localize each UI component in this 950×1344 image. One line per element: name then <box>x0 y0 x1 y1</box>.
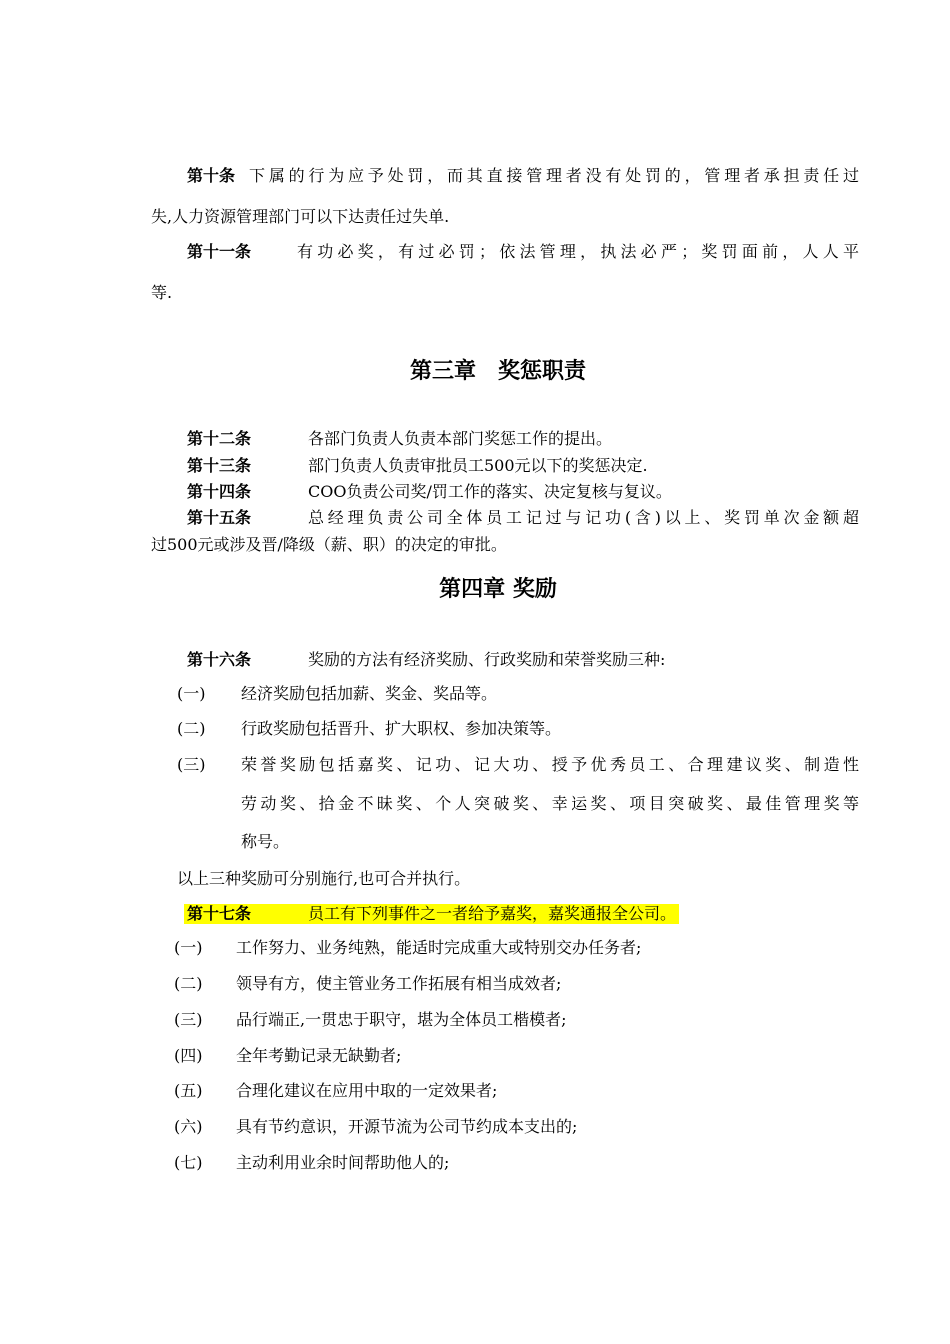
article-16-label: 第十六条 <box>187 650 252 669</box>
article-16 <box>187 650 665 670</box>
article-17-text: 员工有下列事件之一者给予嘉奖，嘉奖通报全公司。 <box>308 904 677 923</box>
article-15-line-1 <box>187 508 859 528</box>
item-text-1: 荣誉奖励包括嘉奖、记功、记大功、授予优秀员工、合理建议奖、制造性 <box>241 755 859 774</box>
article-14-text: COO负责公司奖/罚工作的落实、决定复核与复议。 <box>308 482 672 501</box>
article-11-line-1 <box>187 242 859 262</box>
article-10-line-1 <box>187 166 859 186</box>
item-text: 领导有方，使主管业务工作拓展有相当成效者; <box>236 974 562 993</box>
article-17-highlight <box>184 904 679 924</box>
article-11-text-2: 等. <box>151 283 173 302</box>
item-number: (七) <box>174 1153 203 1172</box>
article-17-item-6 <box>174 1117 577 1137</box>
chapter-3-title: 第三章 奖惩职责 <box>409 359 586 384</box>
article-12 <box>187 429 612 449</box>
article-15-label: 第十五条 <box>187 508 252 527</box>
article-12-text: 各部门负责人负责本部门奖惩工作的提出。 <box>308 429 613 448</box>
article-17-item-7 <box>174 1153 449 1173</box>
article-17-item-4 <box>174 1046 401 1066</box>
article-10-text-1: 下属的行为应予处罚，而其直接管理者没有处罚的，管理者承担责任过 <box>249 166 859 185</box>
item-number: (三) <box>177 755 206 774</box>
item-text: 经济奖励包括加薪、奖金、奖品等。 <box>241 684 498 703</box>
item-number: (二) <box>174 974 203 993</box>
item-text-2: 劳动奖、拾金不昧奖、个人突破奖、幸运奖、项目突破奖、最佳管理奖等 <box>241 794 859 813</box>
article-16-item-3-line-3: 称号。 <box>241 832 290 851</box>
article-17-item-1 <box>174 938 641 958</box>
article-15-text-1: 总经理负责公司全体员工记过与记功(含)以上、奖罚单次金额超 <box>308 508 859 527</box>
item-number: (四) <box>174 1046 203 1065</box>
item-text: 具有节约意识，开源节流为公司节约成本支出的; <box>236 1117 578 1136</box>
article-17-item-5 <box>174 1081 497 1101</box>
item-number: (一) <box>177 684 206 703</box>
article-17-item-3 <box>174 1010 566 1030</box>
article-12-label: 第十二条 <box>187 429 252 448</box>
item-text: 行政奖励包括晋升、扩大职权、参加决策等。 <box>241 719 562 738</box>
item-number: (五) <box>174 1081 203 1100</box>
item-text: 主动利用业余时间帮助他人的; <box>236 1153 450 1172</box>
article-10-text-2: 失,人力资源管理部门可以下达责任过失单. <box>151 207 450 226</box>
article-14 <box>187 482 672 502</box>
article-17-item-2 <box>174 974 561 994</box>
item-text: 合理化建议在应用中取的一定效果者; <box>236 1081 498 1100</box>
article-13 <box>187 456 648 476</box>
article-13-label: 第十三条 <box>187 456 252 475</box>
article-16-item-3-line-1 <box>177 755 859 775</box>
article-17-label: 第十七条 <box>187 904 252 923</box>
article-11-label: 第十一条 <box>187 242 252 261</box>
article-16-note: 以上三种奖励可分别施行,也可合并执行。 <box>177 869 471 888</box>
item-number: (二) <box>177 719 206 738</box>
article-11-text-1: 有功必奖，有过必罚；依法管理，执法必严；奖罚面前，人人平 <box>297 242 859 261</box>
article-16-item-1 <box>177 684 497 704</box>
article-16-item-3-line-2 <box>241 794 859 814</box>
article-15-text-2: 过500元或涉及晋/降级（薪、职）的决定的审批。 <box>151 535 507 554</box>
item-number: (三) <box>174 1010 203 1029</box>
article-10-label: 第十条 <box>187 166 236 185</box>
item-number: (六) <box>174 1117 203 1136</box>
article-16-item-2 <box>177 719 561 739</box>
chapter-4-title: 第四章 奖励 <box>439 577 557 602</box>
item-text: 工作努力、业务纯熟，能适时完成重大或特别交办任务者; <box>236 938 642 957</box>
article-13-text: 部门负责人负责审批员工500元以下的奖惩决定. <box>308 456 648 475</box>
item-text: 全年考勤记录无缺勤者; <box>236 1046 402 1065</box>
item-number: (一) <box>174 938 203 957</box>
article-16-text: 奖励的方法有经济奖励、行政奖励和荣誉奖励三种: <box>308 650 666 669</box>
article-14-label: 第十四条 <box>187 482 252 501</box>
item-text: 品行端正,一贯忠于职守，堪为全体员工楷模者; <box>236 1010 567 1029</box>
article-17 <box>184 904 679 924</box>
